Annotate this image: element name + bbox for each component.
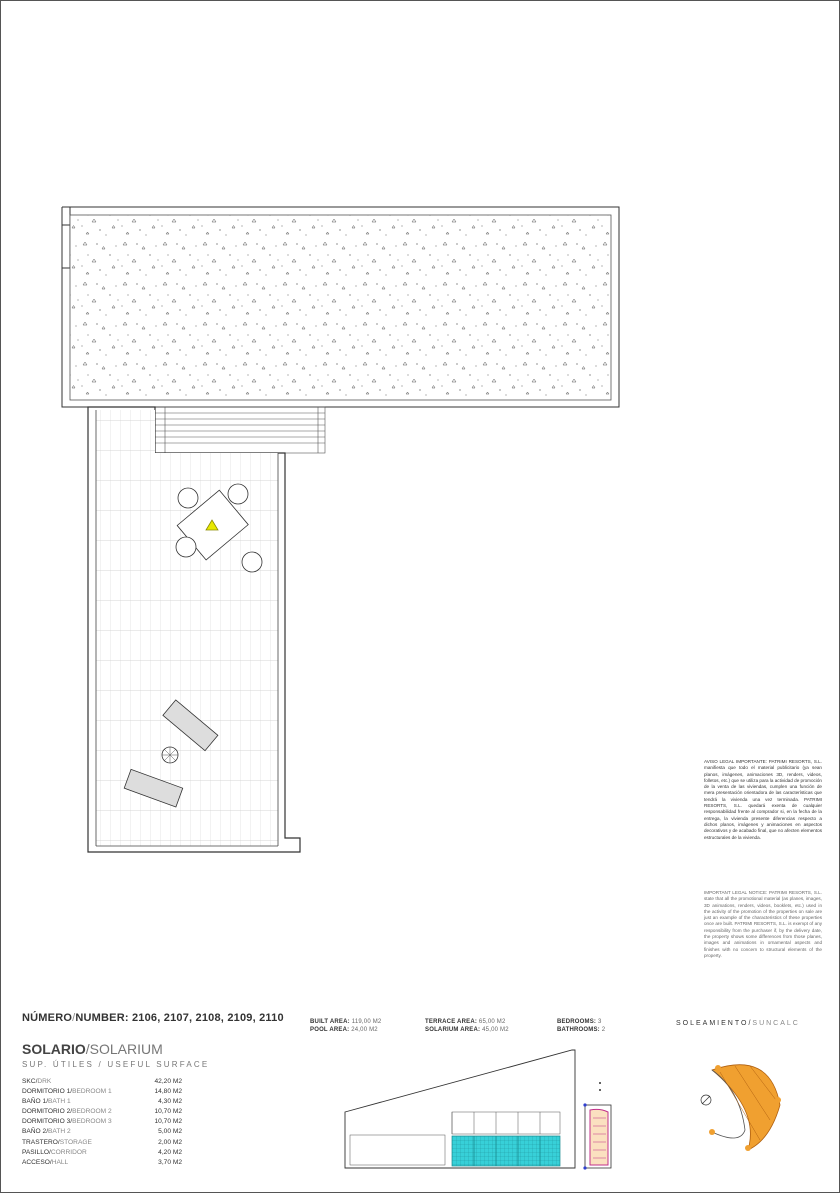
room-row: PASILLO/CORRIDOR 4,20 M2 — [22, 1148, 182, 1158]
room-name-en: BEDROOM 3 — [72, 1118, 112, 1126]
room-name-es: DORMITORIO 3 — [22, 1118, 71, 1126]
built-area-value: 119,00 M2 — [351, 1019, 382, 1025]
room-area: 5,00 M2 — [158, 1128, 182, 1136]
terrace-area-value: 65,00 M2 — [478, 1019, 506, 1025]
room-row: SKC/DRK 42,20 M2 — [22, 1077, 182, 1087]
room-row: BAÑO 2/BATH 2 5,00 M2 — [22, 1127, 182, 1137]
room-name-en: BEDROOM 1 — [72, 1088, 112, 1096]
plan-subtitle: SUP. ÚTILES / USEFUL SURFACE — [22, 1060, 210, 1069]
room-area: 4,30 M2 — [158, 1098, 182, 1106]
room-row: TRASTERO/STORAGE 2,00 M2 — [22, 1138, 182, 1148]
pool-area-label: POOL AREA: — [310, 1027, 350, 1033]
sun-title-en: SUNCALC — [752, 1020, 800, 1027]
bathrooms-label: BATHROOMS: — [557, 1027, 600, 1033]
bedrooms-label: BEDROOMS: — [557, 1019, 597, 1025]
room-name-es: DORMITORIO 2 — [22, 1108, 71, 1116]
numero-label-en: NUMBER: — [75, 1012, 129, 1024]
terrace-area-label: TERRACE AREA: — [425, 1019, 478, 1025]
numero-label-es: NÚMERO — [22, 1012, 73, 1024]
room-name-en: HALL — [51, 1158, 69, 1166]
room-row: DORMITORIO 3/BEDROOM 3 10,70 M2 — [22, 1117, 182, 1127]
gravel-roof-area — [62, 207, 619, 407]
staircase — [155, 407, 325, 453]
areas-col-3 — [557, 1018, 605, 1034]
room-name-es: TRASTERO — [22, 1138, 58, 1146]
site-plan-fragment — [583, 1082, 611, 1170]
room-area: 3,70 M2 — [158, 1158, 182, 1166]
room-area: 10,70 M2 — [154, 1118, 182, 1126]
key-plan — [345, 1050, 575, 1168]
room-name-en: BATH 1 — [48, 1098, 71, 1106]
room-name-en: STORAGE — [59, 1138, 92, 1146]
room-name-es: DORMITORIO 1 — [22, 1088, 71, 1096]
solarium-area-label: SOLARIUM AREA: — [425, 1027, 481, 1033]
room-name-es: ACCESO — [22, 1158, 50, 1166]
solarium-area-value: 45,00 M2 — [482, 1027, 509, 1033]
solarium-deck — [88, 407, 300, 852]
sun-path-diagram — [701, 1065, 781, 1151]
numero-value: 2106, 2107, 2108, 2109, 2110 — [131, 1012, 284, 1024]
room-row: ACCESO/HALL 3,70 M2 — [22, 1158, 182, 1168]
room-name-es: SKC — [22, 1078, 36, 1085]
legal-notice-es: AVISO LEGAL IMPORTANTE: PATRIMI RESORTS, S.L. manifiesta que todo el material publicitario (ya sean planos, imágenes, animaciones 3D, renders, videos, folletos, etc.) que se utiliza para la actividad de promoción de la venta de las viviendas, cumplen una función de mera presentación orientadora de las características que tendrá la vivienda una vez terminada. PATRIMI RESORTS, S.L. quedará exenta de cualquier responsabilidad frente al comprador si, en la fecha de la entrega, la vivienda presente diferencias respecto a dichos planos, imágenes y animaciones en aspectos decorativos y de acabado final, que no afecten elementos estructurales de la vivienda. — [704, 759, 822, 840]
sun-title-es: SOLEAMIENTO — [676, 1020, 749, 1027]
built-area-label: BUILT AREA: — [310, 1019, 350, 1025]
room-area: 4,20 M2 — [158, 1148, 182, 1156]
areas-col-2 — [425, 1018, 509, 1034]
room-row: BAÑO 1/BATH 1 4,30 M2 — [22, 1097, 182, 1107]
room-area: 14,80 M2 — [154, 1088, 182, 1096]
room-name-es: PASILLO — [22, 1148, 49, 1156]
legal-notice-en: IMPORTANT LEGAL NOTICE: PATRIMI RESORTS, S.L. state that all the promotional material (as planes, images, 3D animations, renders, videos, booklets, etc.) used in the activity of the promotion of the properties on sale are just an example of the characteristics of these properties once are built. PATRIMI RESORTS, S.L. is exempt of any responsibility from the purchaser if, by the delivery date, the property shows some differences from those planes, images and animations in ornamental aspects and finishes with no concern to structural elements of the property. — [704, 890, 822, 958]
bathrooms-value: 2 — [601, 1027, 606, 1033]
room-row: DORMITORIO 2/BEDROOM 2 10,70 M2 — [22, 1107, 182, 1117]
room-name-en: BATH 2 — [48, 1128, 71, 1136]
room-name-es: BAÑO 1 — [22, 1098, 47, 1106]
areas-col-1 — [310, 1018, 381, 1034]
room-area: 42,20 M2 — [154, 1078, 182, 1085]
rooms-table — [22, 1077, 182, 1168]
pool-area-value: 24,00 M2 — [351, 1027, 378, 1033]
room-name-en: DRK — [37, 1078, 52, 1085]
room-name-es: BAÑO 2 — [22, 1128, 47, 1136]
bedrooms-value: 3 — [598, 1019, 602, 1025]
title-en: SOLARIUM — [89, 1041, 163, 1057]
sun-title: SOLEAMIENTO/SUNCALC — [676, 1020, 800, 1027]
room-name-en: CORRIDOR — [50, 1148, 87, 1156]
room-row: DORMITORIO 1/BEDROOM 1 14,80 M2 — [22, 1087, 182, 1097]
room-area: 2,00 M2 — [158, 1138, 182, 1146]
room-area: 10,70 M2 — [154, 1108, 182, 1116]
plan-title: SOLARIO/SOLARIUM — [22, 1041, 163, 1057]
title-es: SOLARIO — [22, 1041, 86, 1057]
unit-numbers: NÚMERO/NUMBER: 2106, 2107, 2108, 2109, 2110 — [22, 1012, 284, 1024]
room-name-en: BEDROOM 2 — [72, 1108, 112, 1116]
